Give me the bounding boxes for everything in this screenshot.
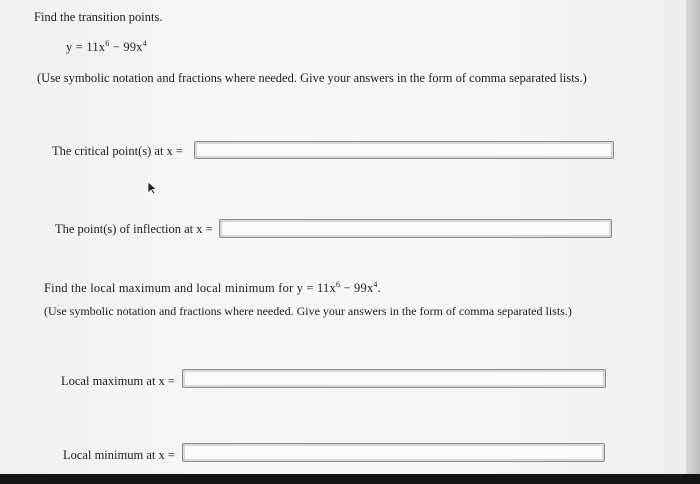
local-maximum-label: Local maximum at x = — [61, 374, 175, 388]
local-minimum-label: Local minimum at x = — [63, 448, 175, 462]
part2-prefix: Find the local maximum and local minimum for y = 11x — [44, 281, 336, 295]
eq-middle: − 99x — [109, 40, 143, 54]
eq-exp1: 6 — [105, 38, 110, 48]
screen-edge — [686, 0, 700, 476]
screen-bezel — [0, 474, 700, 484]
part2-suffix: . — [377, 281, 381, 295]
critical-point-input[interactable] — [194, 141, 614, 159]
part2-instructions: (Use symbolic notation and fractions where needed. Give your answers in the form of comma separated lists.) — [44, 304, 572, 318]
inflection-point-label: The point(s) of inflection at x = — [55, 222, 213, 236]
critical-point-label: The critical point(s) at x = — [52, 144, 183, 158]
part1-prompt: Find the transition points. — [34, 10, 163, 24]
part1-equation — [66, 40, 147, 54]
part2-middle: − 99x — [340, 281, 374, 295]
eq-prefix: y = 11x — [66, 40, 106, 54]
part1-instructions: (Use symbolic notation and fractions where needed. Give your answers in the form of comma separated lists.) — [37, 71, 587, 85]
part2-prompt — [44, 281, 381, 295]
mouse-pointer-icon — [147, 181, 159, 195]
part2-exp1: 6 — [335, 279, 341, 289]
eq-exp2: 4 — [142, 38, 147, 48]
local-minimum-input[interactable] — [182, 443, 605, 462]
local-maximum-input[interactable] — [182, 369, 606, 388]
inflection-point-input[interactable] — [219, 219, 612, 238]
part2-exp2: 4 — [373, 279, 378, 289]
